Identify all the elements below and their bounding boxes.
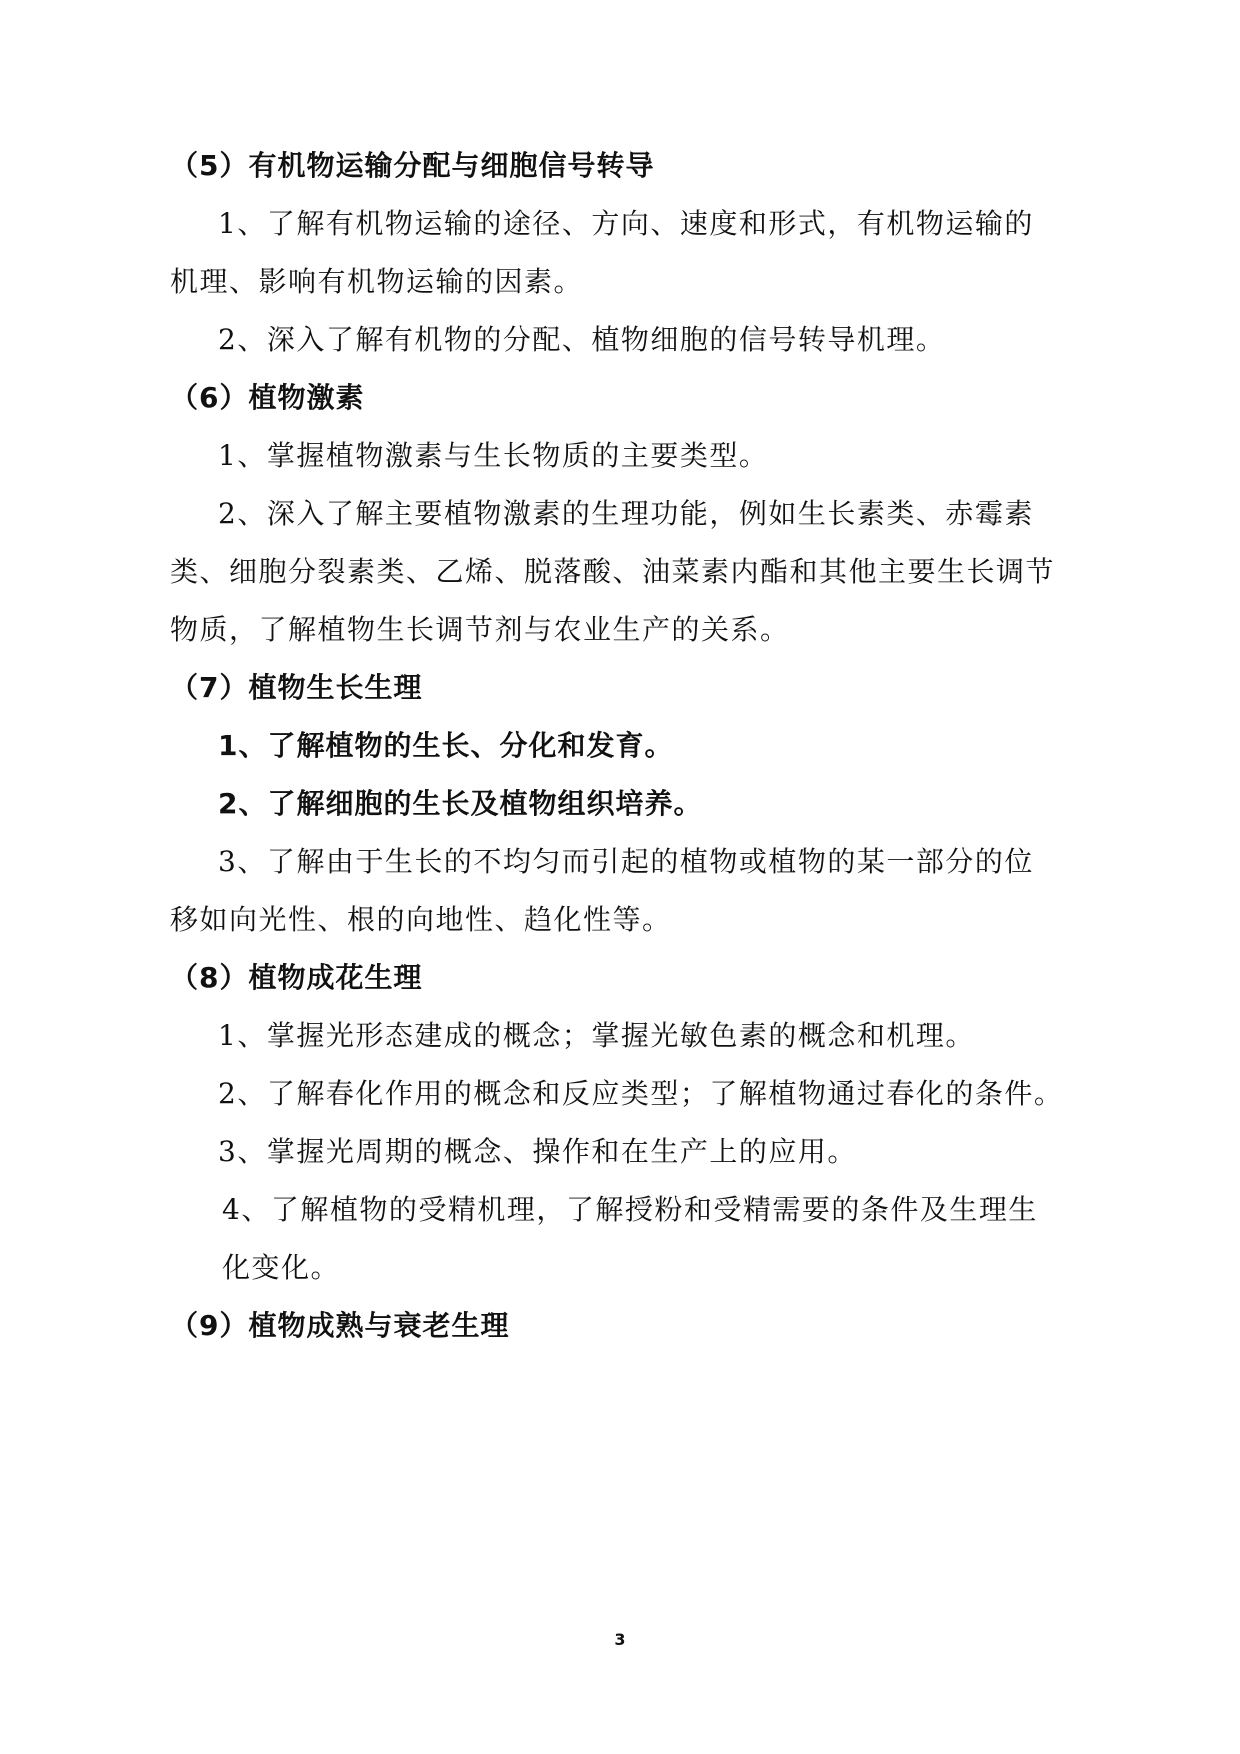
section-8-item-4-line-1: 4、了解植物的受精机理，了解授粉和受精需要的条件及生理生: [222, 1193, 1038, 1226]
section-6-item-2-line-3: 物质，了解植物生长调节剂与农业生产的关系。: [170, 613, 790, 646]
section-heading-7: （7）植物生长生理: [170, 671, 423, 704]
section-heading-8: （8）植物成花生理: [170, 961, 423, 994]
section-5-item-2-line-1: 2、深入了解有机物的分配、植物细胞的信号转导机理。: [218, 323, 946, 356]
section-7-item-2-line-1: 2、了解细胞的生长及植物组织培养。: [218, 787, 703, 820]
section-heading-6: （6）植物激素: [170, 381, 365, 414]
section-7-item-3-line-1: 3、了解由于生长的不均匀而引起的植物或植物的某一部分的位: [218, 845, 1034, 878]
section-8-item-3-line-1: 3、掌握光周期的概念、操作和在生产上的应用。: [218, 1135, 857, 1168]
section-8-item-2-line-1: 2、了解春化作用的概念和反应类型；了解植物通过春化的条件。: [218, 1077, 1064, 1110]
section-6-item-2-line-1: 2、深入了解主要植物激素的生理功能，例如生长素类、赤霉素: [218, 497, 1034, 530]
section-6-item-1-line-1: 1、掌握植物激素与生长物质的主要类型。: [218, 439, 769, 472]
section-7-item-3-line-2: 移如向光性、根的向地性、趋化性等。: [170, 903, 672, 936]
page-number: 3: [614, 1630, 626, 1649]
section-8-item-1-line-1: 1、掌握光形态建成的概念；掌握光敏色素的概念和机理。: [218, 1019, 975, 1052]
section-8-item-4-line-2: 化变化。: [222, 1251, 341, 1284]
section-5-item-1-line-2: 机理、影响有机物运输的因素。: [170, 265, 584, 298]
section-5-item-1-line-1: 1、了解有机物运输的途径、方向、速度和形式，有机物运输的: [218, 207, 1034, 240]
section-heading-5: （5）有机物运输分配与细胞信号转导: [170, 149, 655, 182]
section-6-item-2-line-2: 类、细胞分裂素类、乙烯、脱落酸、油菜素内酯和其他主要生长调节: [170, 555, 1056, 588]
section-7-item-1-line-1: 1、了解植物的生长、分化和发育。: [218, 729, 674, 762]
section-heading-9: （9）植物成熟与衰老生理: [170, 1309, 510, 1342]
